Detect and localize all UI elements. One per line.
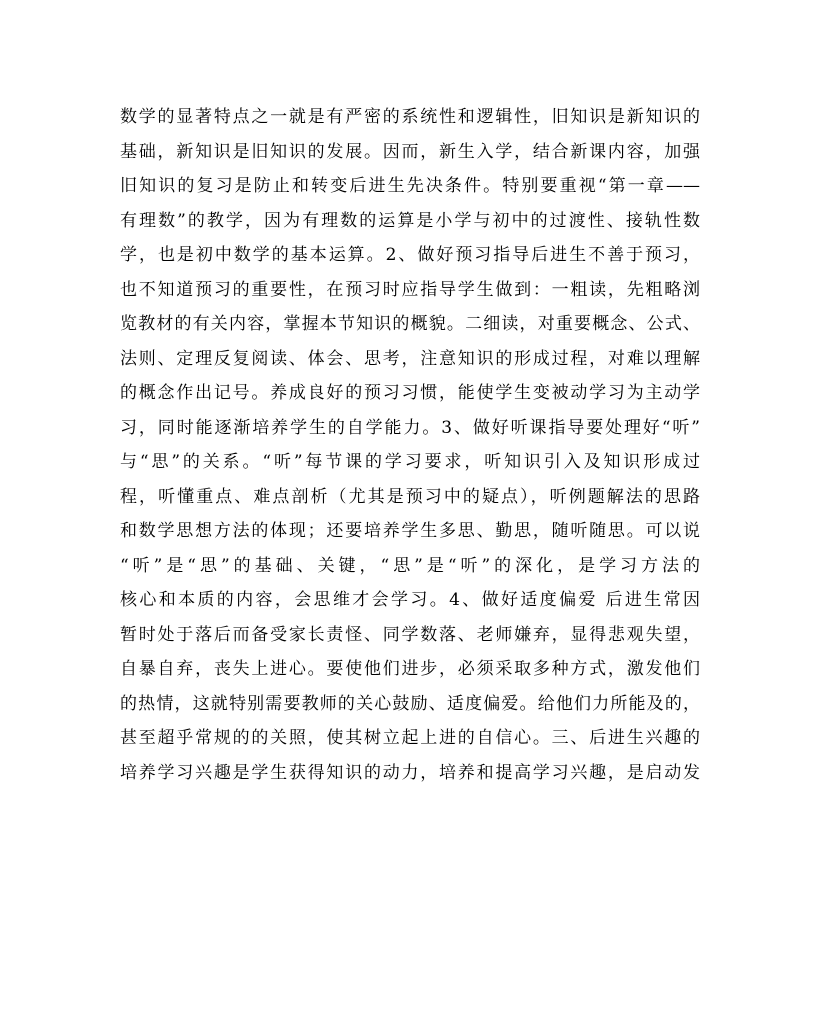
text-line: 自暴自弃，丧失上进心。要使他们进步，必须采取多种方式，激发他们: [120, 659, 700, 679]
text-line: 旧知识的复习是防止和转变后进生先决条件。特别要重视“第一章——: [120, 176, 700, 196]
text-line: “听”是“思”的基础、关键，“思”是“听”的深化，是学习方法的: [120, 555, 700, 576]
text-line: 数学的显著特点之一就是有严密的系统性和逻辑性，旧知识是新知识的: [120, 107, 700, 127]
text-line: 览教材的有关内容，掌握本节知识的概貌。二细读，对重要概念、公式、: [120, 314, 700, 334]
text-line: 的概念作出记号。养成良好的预习习惯，能使学生变被动学习为主动学: [120, 383, 700, 403]
text-line: 核心和本质的内容，会思维才会学习。4、做好适度偏爱 后进生常因: [120, 590, 700, 610]
text-line: 程，听懂重点、难点剖析（尤其是预习中的疑点），听例题解法的思路: [120, 486, 700, 507]
text-line: 也不知道预习的重要性，在预习时应指导学生做到：一粗读，先粗略浏: [120, 279, 700, 300]
text-line: 基础，新知识是旧知识的发展。因而，新生入学，结合新课内容，加强: [120, 141, 700, 162]
text-line: 甚至超乎常规的的关照，使其树立起上进的自信心。三、后进生兴趣的: [120, 728, 700, 748]
text-line: 培养学习兴趣是学生获得知识的动力，培养和提高学习兴趣，是启动发: [120, 762, 700, 783]
text-line: 暂时处于落后而备受家长责怪、同学数落、老师嫌弃，显得悲观失望，: [120, 624, 700, 645]
text-line: 学，也是初中数学的基本运算。2、做好预习指导后进生不善于预习，: [120, 245, 700, 265]
text-line: 法则、定理反复阅读、体会、思考，注意知识的形成过程，对难以理解: [120, 348, 700, 369]
text-line: 的热情，这就特别需要教师的关心鼓励、适度偏爱。给他们力所能及的，: [120, 693, 700, 714]
text-line: 与“思”的关系。“听”每节课的学习要求，听知识引入及知识形成过: [120, 452, 700, 472]
body-text: [120, 100, 700, 790]
text-line: 和数学思想方法的体现；还要培养学生多思、勤思，随听随思。可以说: [120, 521, 700, 541]
text-line: 有理数”的教学，因为有理数的运算是小学与初中的过渡性、接轨性数: [120, 210, 700, 231]
text-line: 习，同时能逐渐培养学生的自学能力。3、做好听课指导要处理好“听”: [120, 417, 700, 438]
